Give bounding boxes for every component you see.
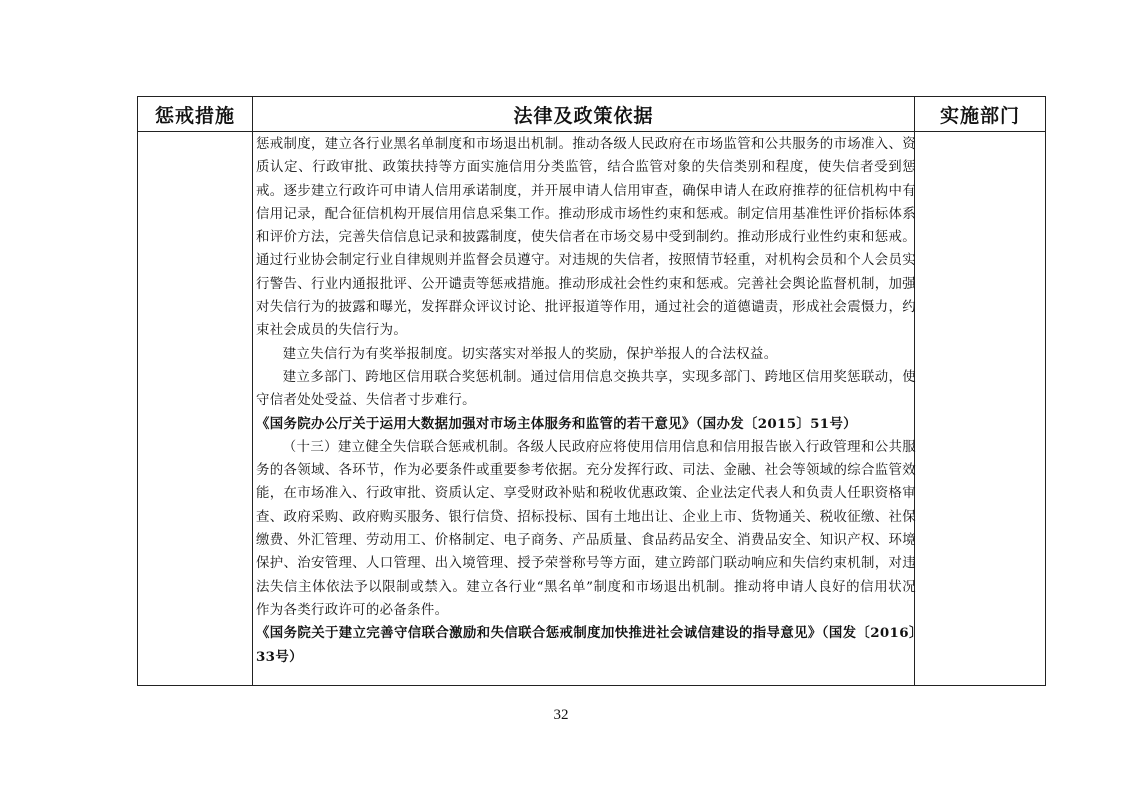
basis-cell-content [256, 133, 916, 669]
column-divider [252, 97, 253, 685]
header-department: 实施部门 [939, 104, 1020, 127]
document-title: 《国务院关于建立完善守信联合激励和失信联合惩戒制度加快推进社会诚信建设的指导意见》（国发〔2016〕33号） [256, 625, 916, 665]
paragraph: （十三）建立健全失信联合惩戒机制。各级人民政府应将使用信用信息和信用报告嵌入行政管理和公共服务的各领域、各环节，作为必要条件或重要参考依据。充分发挥行政、司法、金融、社会等领域的综合监管效能，在市场准入、行政审批、资质认定、享受财政补贴和税收优惠政策、企业法定代表人和负责人任职资格审查、政府采购、政府购买服务、银行信贷、招标投标、国有土地出让、企业上市、货物通关、税收征缴、社保缴费、外汇管理、劳动用工、价格制定、电子商务、产品质量、食品药品安全、消费品安全、知识产权、环境保护、治安管理、人口管理、出入境管理、授予荣誉称号等方面，建立跨部门联动响应和失信约束机制，对违法失信主体依法予以限制或禁入。建立各行业“黑名单”制度和市场退出机制。推动将申请人良好的信用状况作为各类行政许可的必备条件。 [256, 439, 916, 618]
header-measure: 惩戒措施 [154, 104, 235, 127]
paragraph: 惩戒制度，建立各行业黑名单制度和市场退出机制。推动各级人民政府在市场监管和公共服务的市场准入、资质认定、行政审批、政策扶持等方面实施信用分类监管，结合监管对象的失信类别和程度，使失信者受到惩戒。逐步建立行政许可申请人信用承诺制度，并开展申请人信用审查，确保申请人在政府推荐的征信机构中有信用记录，配合征信机构开展信用信息采集工作。推动形成市场性约束和惩戒。制定信用基准性评价指标体系和评价方法，完善失信信息记录和披露制度，使失信者在市场交易中受到制约。推动形成行业性约束和惩戒。通过行业协会制定行业自律规则并监督会员遵守。对违规的失信者，按照情节轻重，对机构会员和个人会员实行警告、行业内通报批评、公开谴责等惩戒措施。推动形成社会性约束和惩戒。完善社会舆论监督机制，加强对失信行为的披露和曝光，发挥群众评议讨论、批评报道等作用，通过社会的道德谴责，形成社会震慑力，约束社会成员的失信行为。 [256, 137, 916, 339]
page-number: 32 [553, 707, 569, 723]
header-basis: 法律及政策依据 [513, 104, 654, 127]
policy-table [137, 96, 1046, 686]
paragraph: 建立失信行为有奖举报制度。切实落实对举报人的奖励，保护举报人的合法权益。 [282, 346, 778, 362]
header-divider [138, 131, 1045, 132]
paragraph: 建立多部门、跨地区信用联合奖惩机制。通过信用信息交换共享，实现多部门、跨地区信用奖惩联动，使守信者处处受益、失信者寸步难行。 [256, 369, 916, 409]
document-title: 《国务院办公厅关于运用大数据加强对市场主体服务和监管的若干意见》（国办发〔2015〕51号） [256, 415, 857, 432]
